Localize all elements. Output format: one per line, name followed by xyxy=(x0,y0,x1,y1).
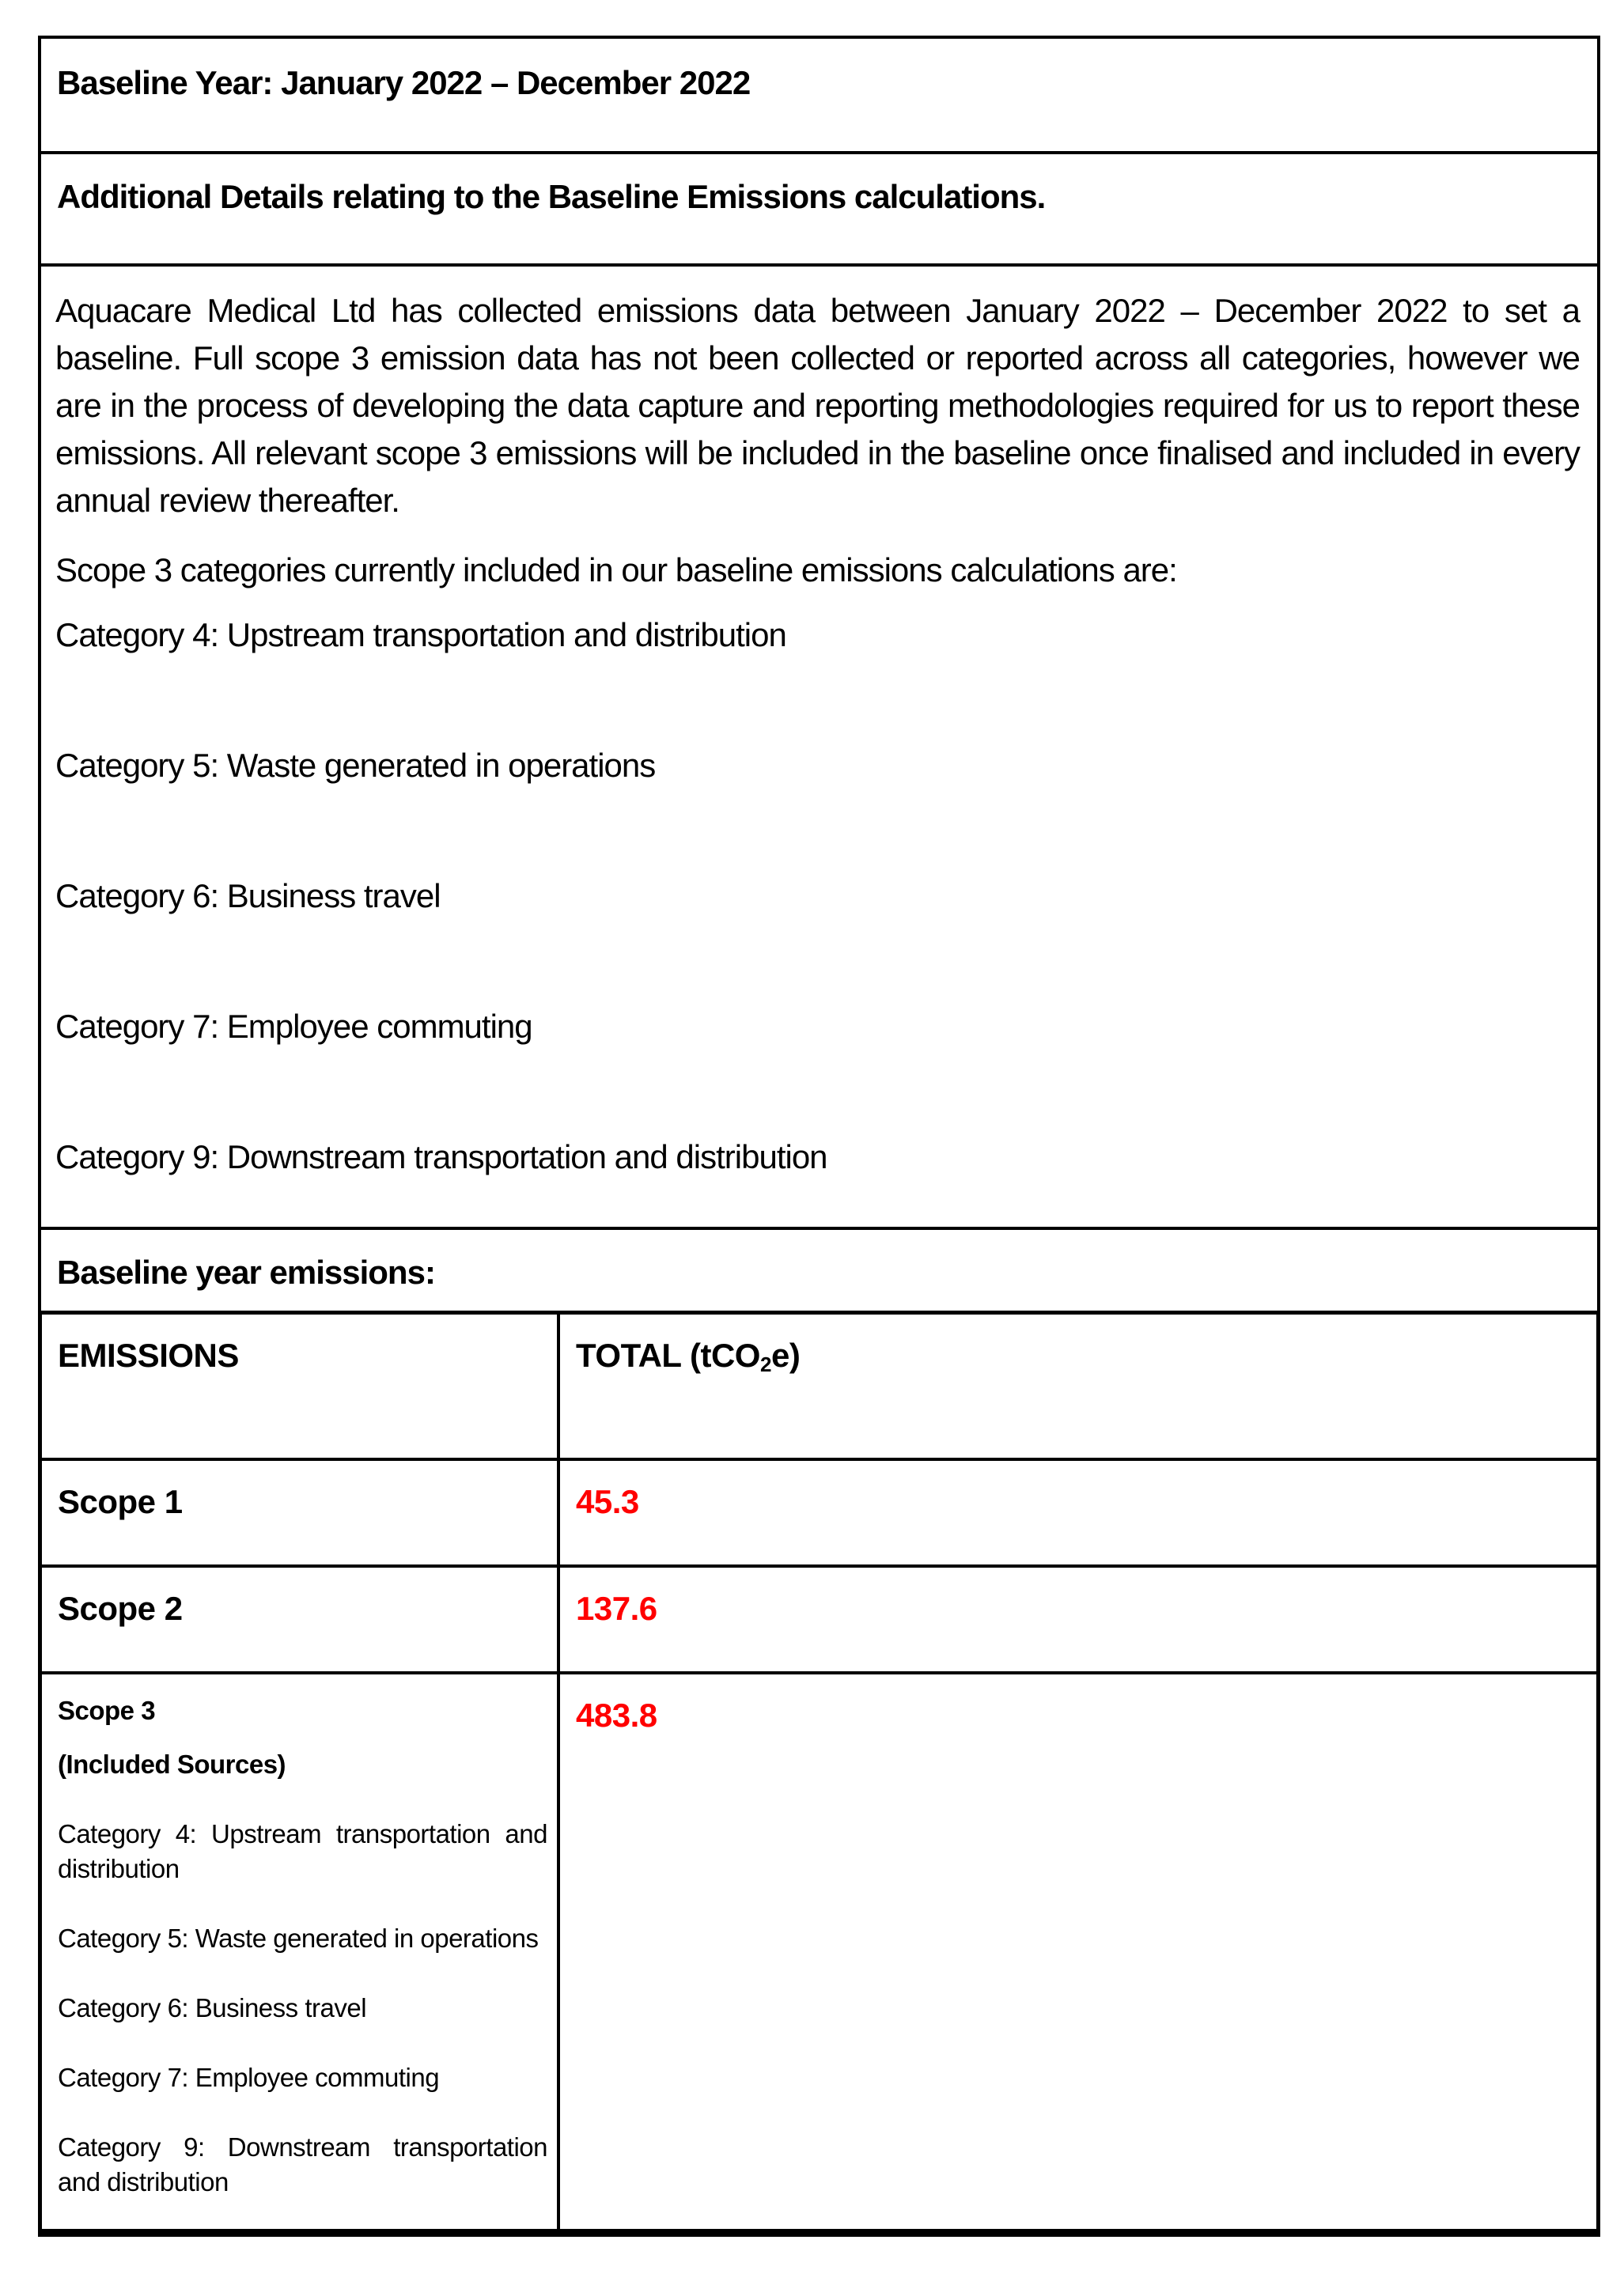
scope1-value-cell: 45.3 xyxy=(560,1461,1596,1568)
total-header-cell xyxy=(560,1315,1596,1461)
emissions-table xyxy=(38,1311,1600,2237)
details-body-cell xyxy=(41,267,1597,1227)
scope3-categories-intro: Scope 3 categories currently included in our baseline emissions calculations are: xyxy=(55,551,1177,588)
scope3-source-category-4: Category 4: Upstream transportation and distribution xyxy=(58,1819,547,1883)
total-header-prefix: TOTAL (tCO xyxy=(576,1337,760,1374)
scope3-title: Scope 3 xyxy=(58,1696,156,1725)
scope1-label-cell: Scope 1 xyxy=(42,1461,560,1568)
scope3-source-category-7: Category 7: Employee commuting xyxy=(58,2063,440,2092)
scope2-label-cell: Scope 2 xyxy=(42,1568,560,1674)
category-6-line: Category 6: Business travel xyxy=(55,877,441,914)
emissions-header-cell: EMISSIONS xyxy=(42,1315,560,1461)
scope3-source-category-5: Category 5: Waste generated in operations xyxy=(58,1924,539,1953)
total-header-suffix: e) xyxy=(770,1337,801,1374)
baseline-year-emissions-heading: Baseline year emissions: xyxy=(41,1227,1597,1333)
category-4-line: Category 4: Upstream transportation and distribution xyxy=(55,616,786,653)
intro-paragraph: Aquacare Medical Ltd has collected emissions data between January 2022 – December 2022 to set a baseline. Full scope 3 emission data has not been collected or reported across all categories, however we are in the process of developing the data capture and reporting methodologies required for us to report these emissions. All relevant scope 3 emissions will be included in the baseline once finalised and included in every annual review thereafter. xyxy=(55,292,1580,519)
scope3-source-category-9: Category 9: Downstream transportation and distribution xyxy=(58,2132,547,2196)
scope3-value-cell: 483.8 xyxy=(576,1697,657,1734)
category-5-line: Category 5: Waste generated in operations xyxy=(55,747,656,784)
total-header-subscript: 2 xyxy=(759,1352,771,1376)
scope2-value-cell: 137.6 xyxy=(560,1568,1596,1674)
baseline-year-row: Baseline Year: January 2022 – December 2022 xyxy=(41,39,1597,154)
additional-details-row: Additional Details relating to the Baseline Emissions calculations. xyxy=(41,154,1597,267)
scope3-source-category-6: Category 6: Business travel xyxy=(58,1993,367,2022)
category-9-line: Category 9: Downstream transportation and distribution xyxy=(55,1138,827,1175)
scope3-label-cell xyxy=(42,1674,560,2229)
baseline-details-table xyxy=(38,36,1600,1336)
category-7-line: Category 7: Employee commuting xyxy=(55,1008,532,1045)
scope3-included-sources-label: (Included Sources) xyxy=(58,1750,286,1779)
